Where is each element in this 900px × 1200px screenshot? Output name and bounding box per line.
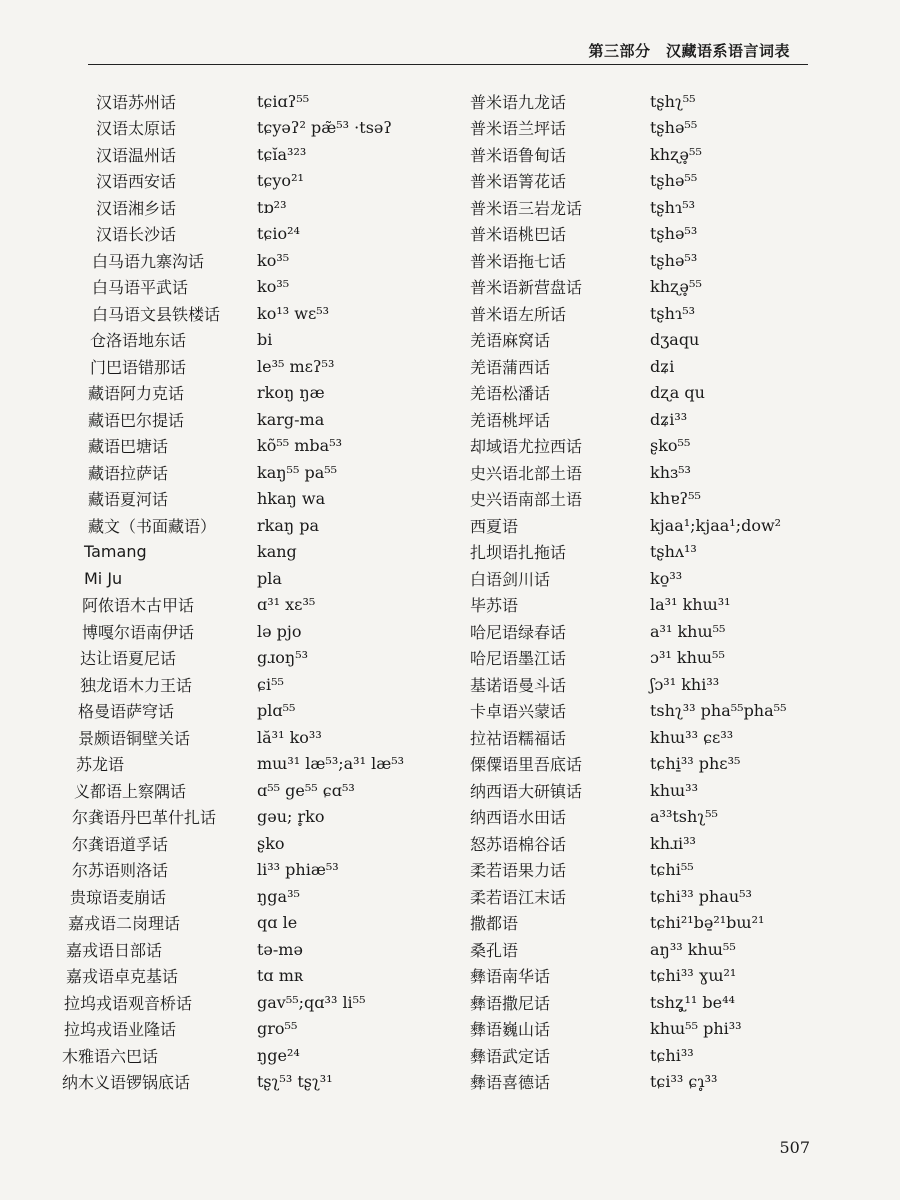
word-form: ŋge²⁴ xyxy=(257,1045,300,1065)
language-name: 史兴语北部土语 xyxy=(470,463,583,483)
entry-row xyxy=(470,565,810,592)
language-name: 羌语桃坪话 xyxy=(470,410,551,430)
entry-row xyxy=(62,327,442,354)
entry-row xyxy=(470,883,810,910)
entry-row xyxy=(62,883,442,910)
language-name: 藏语阿力克话 xyxy=(88,384,185,404)
entry-row xyxy=(62,88,442,115)
entry-row xyxy=(470,698,810,725)
language-name: 纳西语大研镇话 xyxy=(470,781,583,801)
entry-row xyxy=(62,486,442,513)
language-name: 景颇语铜壁关话 xyxy=(78,728,191,748)
word-form: tʂhʌ¹³ xyxy=(650,542,697,562)
language-name: 白马语平武话 xyxy=(92,278,189,298)
language-name: 独龙语木力王话 xyxy=(80,675,193,695)
entry-row xyxy=(470,804,810,831)
word-form: ŋga³⁵ xyxy=(257,886,300,906)
word-form: li³³ phiæ⁵³ xyxy=(257,860,339,880)
language-name: 纳西语水田话 xyxy=(470,808,567,828)
language-name: 汉语温州话 xyxy=(96,145,177,165)
entry-row xyxy=(470,406,810,433)
word-form: tʂhə⁵⁵ xyxy=(650,171,698,191)
entry-row xyxy=(470,989,810,1016)
entry-row xyxy=(62,1042,442,1069)
left-column xyxy=(62,88,442,1095)
entry-row xyxy=(470,380,810,407)
entry-row xyxy=(62,459,442,486)
language-name: 博嘎尔语南伊话 xyxy=(82,622,195,642)
entry-row xyxy=(470,645,810,672)
entry-row xyxy=(62,115,442,142)
entry-row xyxy=(470,830,810,857)
language-name: 彝语南华话 xyxy=(470,967,551,987)
language-name: 达让语夏尼话 xyxy=(80,649,177,669)
language-name: 尔龚语道孚话 xyxy=(72,834,169,854)
word-form: tɕi³³ ɕɿ̥³³ xyxy=(650,1072,718,1092)
word-form: tɑ mʀ xyxy=(257,966,304,986)
word-form: tɕiɑʔ⁵⁵ xyxy=(257,91,310,111)
word-form: karg-ma xyxy=(257,409,325,429)
entry-row xyxy=(62,539,442,566)
entry-row xyxy=(62,830,442,857)
entry-row xyxy=(470,327,810,354)
word-form: gɹoŋ⁵³ xyxy=(257,648,309,668)
entry-row xyxy=(62,406,442,433)
entry-row xyxy=(470,274,810,301)
language-name: 苏龙语 xyxy=(76,755,125,775)
word-form: khɯ³³ xyxy=(650,780,698,800)
word-form: khɹi³³ xyxy=(650,833,696,853)
language-name: 拉坞戎语观音桥话 xyxy=(64,993,193,1013)
word-form: dʒaqu xyxy=(650,330,700,350)
language-name: 白马语文县铁楼话 xyxy=(92,304,221,324)
entry-row xyxy=(470,671,810,698)
word-form: tshʅ³³ pha⁵⁵pha⁵⁵ xyxy=(650,701,787,721)
word-form: a³¹ khɯ⁵⁵ xyxy=(650,621,726,641)
language-name: 汉语湘乡话 xyxy=(96,198,177,218)
page-number: 507 xyxy=(779,1138,810,1157)
language-name: 傈僳语里吾底话 xyxy=(470,755,583,775)
entry-row xyxy=(62,1016,442,1043)
language-name: 西夏语 xyxy=(470,516,519,536)
word-form: tɕhi³³ ɣɯ²¹ xyxy=(650,966,737,986)
entry-row xyxy=(470,724,810,751)
word-form: lă³¹ ko³³ xyxy=(257,727,322,747)
entry-row xyxy=(470,353,810,380)
word-form: tɒ²³ xyxy=(257,197,287,217)
word-form: kjaa¹;kjaa¹;dow² xyxy=(650,515,782,535)
entry-row xyxy=(470,115,810,142)
entry-row xyxy=(470,751,810,778)
language-name: 羌语蒲西话 xyxy=(470,357,551,377)
word-form: la³¹ khɯ³¹ xyxy=(650,595,731,615)
entry-row xyxy=(62,963,442,990)
entry-row xyxy=(62,777,442,804)
language-name: 藏语巴尔提话 xyxy=(88,410,185,430)
language-name: 尔苏语则洛话 xyxy=(72,861,169,881)
word-form: tshʐ̥¹¹ be⁴⁴ xyxy=(650,992,735,1012)
language-name: 彝语巍山话 xyxy=(470,1020,551,1040)
word-form: pla xyxy=(257,568,282,588)
language-name: 普米语箐花话 xyxy=(470,172,567,192)
word-form: rkaŋ pa xyxy=(257,515,320,535)
entry-row xyxy=(62,910,442,937)
language-name: 彝语武定话 xyxy=(470,1046,551,1066)
language-name: 阿侬语木古甲话 xyxy=(82,596,195,616)
right-column xyxy=(470,88,810,1095)
entry-row xyxy=(62,618,442,645)
language-name: 仓洛语地东话 xyxy=(90,331,187,351)
word-form: gəu; r̥ko xyxy=(257,807,325,827)
language-name: 汉语太原话 xyxy=(96,119,177,139)
entry-row xyxy=(62,645,442,672)
word-form: ʃɔ³¹ khi³³ xyxy=(650,674,720,694)
word-form: tɕyəʔ² pæ̃⁵³ ·tsəʔ xyxy=(257,118,392,138)
word-form: tʂhə⁵³ xyxy=(650,224,698,244)
word-form: tʂhʅ⁵⁵ xyxy=(650,91,696,111)
language-name: 尔龚语丹巴革什扎话 xyxy=(72,808,217,828)
language-name: 拉坞戎语业隆话 xyxy=(64,1020,177,1040)
language-name: 木雅语六巴话 xyxy=(62,1046,159,1066)
word-form: ko³⁵ xyxy=(257,250,290,270)
word-form: gro⁵⁵ xyxy=(257,1019,298,1039)
language-name: Mi Ju xyxy=(84,568,123,588)
entry-row xyxy=(62,512,442,539)
word-form: tɕhi²¹bə̱²¹bɯ²¹ xyxy=(650,913,765,933)
language-name: 汉语长沙话 xyxy=(96,225,177,245)
language-name: 哈尼语墨江话 xyxy=(470,649,567,669)
language-name: 彝语喜德话 xyxy=(470,1073,551,1093)
entry-row xyxy=(62,857,442,884)
language-name: 普米语新营盘话 xyxy=(470,278,583,298)
language-name: 普米语鲁甸话 xyxy=(470,145,567,165)
entry-row xyxy=(470,168,810,195)
language-name: 柔若语江末话 xyxy=(470,887,567,907)
word-form: dʐa qu xyxy=(650,383,705,403)
word-form: khɯ⁵⁵ phi³³ xyxy=(650,1019,742,1039)
word-form: tʂʅ⁵³ tʂʅ³¹ xyxy=(257,1072,333,1092)
entry-row xyxy=(62,141,442,168)
language-name: 纳木义语锣锅底话 xyxy=(62,1073,191,1093)
entry-row xyxy=(470,857,810,884)
word-form: lə pjo xyxy=(257,621,302,641)
word-form: qɑ le xyxy=(257,913,298,933)
word-form: ɔ³¹ khɯ⁵⁵ xyxy=(650,648,725,668)
word-form: ɑ³¹ xɛ³⁵ xyxy=(257,595,316,615)
word-form: rkoŋ ŋæ xyxy=(257,383,325,403)
language-name: 普米语桃巴话 xyxy=(470,225,567,245)
entry-row xyxy=(62,671,442,698)
word-form: tʂhə⁵⁵ xyxy=(650,118,698,138)
entry-row xyxy=(470,194,810,221)
language-name: 嘉戎语日部话 xyxy=(66,940,163,960)
language-name: 撒都语 xyxy=(470,914,519,934)
word-form: ɕi⁵⁵ xyxy=(257,674,284,694)
entry-row xyxy=(62,1069,442,1096)
word-form: tʂhɿ⁵³ xyxy=(650,303,696,323)
language-name: 普米语九龙话 xyxy=(470,92,567,112)
language-name: 哈尼语绿春话 xyxy=(470,622,567,642)
word-form: ɑ⁵⁵ ge⁵⁵ ɕɑ⁵³ xyxy=(257,780,355,800)
entry-row xyxy=(470,486,810,513)
entry-row xyxy=(62,698,442,725)
language-name: 桑孔语 xyxy=(470,940,519,960)
language-name: 贵琼语麦崩话 xyxy=(70,887,167,907)
entry-row xyxy=(62,936,442,963)
entry-row xyxy=(470,910,810,937)
entry-row xyxy=(62,565,442,592)
language-name: Tamang xyxy=(84,542,147,562)
word-form: kaŋ⁵⁵ pa⁵⁵ xyxy=(257,462,338,482)
entry-row xyxy=(470,221,810,248)
entry-row xyxy=(470,1042,810,1069)
word-form: khʐə̥⁵⁵ xyxy=(650,144,702,164)
language-name: 普米语左所话 xyxy=(470,304,567,324)
word-form: aŋ³³ khɯ⁵⁵ xyxy=(650,939,736,959)
entry-row xyxy=(62,592,442,619)
language-name: 拉祜语糯福话 xyxy=(470,728,567,748)
entry-row xyxy=(62,274,442,301)
language-name: 义都语上察隅话 xyxy=(74,781,187,801)
entry-row xyxy=(470,777,810,804)
word-form: tɕhi̱³³ phɛ³⁵ xyxy=(650,754,741,774)
entry-row xyxy=(470,433,810,460)
entry-row xyxy=(470,141,810,168)
word-form: khɐʔ⁵⁵ xyxy=(650,489,701,509)
language-name: 汉语西安话 xyxy=(96,172,177,192)
word-form: khɜ⁵³ xyxy=(650,462,691,482)
language-name: 普米语拖七话 xyxy=(470,251,567,271)
language-name: 彝语撒尼话 xyxy=(470,993,551,1013)
word-form: dʑi xyxy=(650,356,675,376)
language-name: 普米语三岩龙话 xyxy=(470,198,583,218)
word-form: tɕyo²¹ xyxy=(257,171,304,191)
word-form: ko³⁵ xyxy=(257,277,290,297)
word-form: mɯ³¹ læ⁵³;a³¹ læ⁵³ xyxy=(257,754,405,774)
entry-row xyxy=(62,194,442,221)
header-rule xyxy=(88,64,808,65)
language-name: 怒苏语棉谷话 xyxy=(470,834,567,854)
word-form: tɕhi⁵⁵ xyxy=(650,860,694,880)
language-name: 羌语麻窝话 xyxy=(470,331,551,351)
entry-row xyxy=(470,459,810,486)
language-name: 藏语巴塘话 xyxy=(88,437,169,457)
language-name: 格曼语萨穹话 xyxy=(78,702,175,722)
word-form: plɑ⁵⁵ xyxy=(257,701,296,721)
entry-row xyxy=(470,512,810,539)
language-name: 门巴语错那话 xyxy=(90,357,187,377)
entry-row xyxy=(62,751,442,778)
word-form: hkaŋ wa xyxy=(257,489,326,509)
word-form: khɯ³³ ɕɛ³³ xyxy=(650,727,734,747)
language-name: 藏语夏河话 xyxy=(88,490,169,510)
word-form: ʂko xyxy=(257,833,285,853)
entry-row xyxy=(62,300,442,327)
word-form: tɕhi³³ phau⁵³ xyxy=(650,886,752,906)
entry-row xyxy=(470,592,810,619)
word-form: a³³tshʅ⁵⁵ xyxy=(650,807,718,827)
word-form: tə-mə xyxy=(257,939,303,959)
language-name: 扎坝语扎拖话 xyxy=(470,543,567,563)
word-form: khʐə̥⁵⁵ xyxy=(650,277,702,297)
language-name: 嘉戎语卓克基话 xyxy=(66,967,179,987)
word-form: tʂhɿ⁵³ xyxy=(650,197,696,217)
entry-row xyxy=(470,1069,810,1096)
word-form: tɕhi³³ xyxy=(650,1045,694,1065)
language-name: 汉语苏州话 xyxy=(96,92,177,112)
entry-row xyxy=(62,221,442,248)
language-name: 却域语尤拉西话 xyxy=(470,437,583,457)
language-name: 普米语兰坪话 xyxy=(470,119,567,139)
language-name: 藏文（书面藏语） xyxy=(88,516,217,536)
word-form: le³⁵ mɛʔ⁵³ xyxy=(257,356,335,376)
word-form: kõ⁵⁵ mba⁵³ xyxy=(257,436,343,456)
language-name: 基诺语曼斗话 xyxy=(470,675,567,695)
language-name: 柔若语果力话 xyxy=(470,861,567,881)
entry-row xyxy=(62,989,442,1016)
language-name: 史兴语南部土语 xyxy=(470,490,583,510)
entry-row xyxy=(470,618,810,645)
entry-row xyxy=(62,380,442,407)
word-form: tɕĭa³²³ xyxy=(257,144,307,164)
running-header: 第三部分 汉藏语系语言词表 xyxy=(588,43,790,60)
word-form: dʑi³³ xyxy=(650,409,688,429)
entry-row xyxy=(62,724,442,751)
language-name: 白马语九寨沟话 xyxy=(92,251,205,271)
entry-row xyxy=(470,963,810,990)
entry-row xyxy=(62,353,442,380)
language-name: 卡卓语兴蒙话 xyxy=(470,702,567,722)
word-form: kang xyxy=(257,542,297,562)
entry-row xyxy=(62,804,442,831)
word-form: ʂko⁵⁵ xyxy=(650,436,691,456)
entry-row xyxy=(470,539,810,566)
entry-row xyxy=(62,168,442,195)
word-form: tʂhə⁵³ xyxy=(650,250,698,270)
language-name: 毕苏语 xyxy=(470,596,519,616)
entry-row xyxy=(470,88,810,115)
word-form: tɕio²⁴ xyxy=(257,224,300,244)
entry-row xyxy=(470,936,810,963)
language-name: 白语剑川话 xyxy=(470,569,551,589)
word-form: ko¹³ wɛ⁵³ xyxy=(257,303,330,323)
entry-row xyxy=(470,300,810,327)
word-form: bi xyxy=(257,330,273,350)
entry-row xyxy=(470,247,810,274)
word-form: ko̱³³ xyxy=(650,568,683,588)
language-name: 嘉戎语二岗理话 xyxy=(68,914,181,934)
entry-row xyxy=(470,1016,810,1043)
entry-row xyxy=(62,247,442,274)
language-name: 藏语拉萨话 xyxy=(88,463,169,483)
entry-row xyxy=(62,433,442,460)
language-name: 羌语松潘话 xyxy=(470,384,551,404)
word-form: gav⁵⁵;qɑ³³ li⁵⁵ xyxy=(257,992,366,1012)
